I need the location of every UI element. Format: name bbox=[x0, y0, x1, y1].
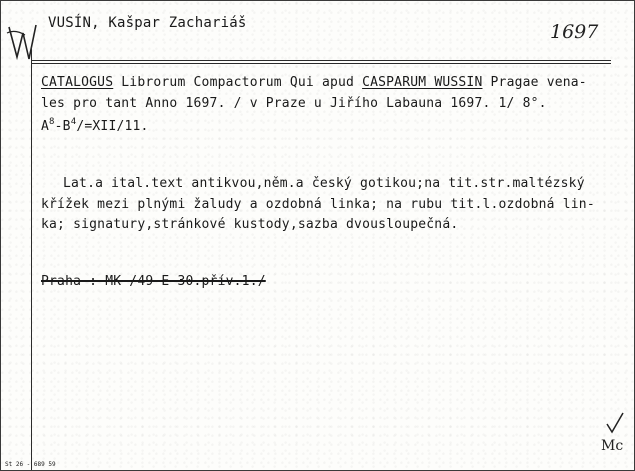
margin-rule bbox=[31, 47, 32, 470]
initials: Mc bbox=[601, 438, 624, 454]
header-rule-top bbox=[31, 60, 611, 61]
collation-a: A bbox=[41, 119, 50, 134]
handwritten-year: 1697 bbox=[550, 21, 599, 43]
entry-line-2: les pro tant Anno 1697. / v Praze u Jiřího Labauna 1697. 1/ 8°. bbox=[41, 96, 547, 111]
entry-collation bbox=[41, 117, 149, 134]
entry-line-1-mid: Librorum Compactorum Qui apud bbox=[113, 75, 363, 90]
location-struck: Praha : MK /49 E 30.přív.1./ bbox=[41, 274, 266, 289]
handwritten-mark-icon bbox=[5, 19, 39, 63]
print-code: St 26 - 689 59 bbox=[5, 461, 56, 468]
card-heading-name: VUSÍN, Kašpar Zachariáš bbox=[48, 15, 247, 31]
description-line-2: křížek mezi plnými žaludy a ozdobná linka; na rubu tit.l.ozdobná lin- bbox=[41, 197, 595, 212]
description-line-3: ka; signatury,stránkové kustody,sazba dvousloupečná. bbox=[41, 217, 459, 232]
description-line-1: Lat.a ital.text antikvou,něm.a český gotikou;na tit.str.maltézský bbox=[63, 176, 585, 191]
collation-tail: /=XII/11. bbox=[76, 119, 149, 134]
header-rule-bottom bbox=[31, 63, 611, 64]
collation-a-sup: 8 bbox=[49, 117, 55, 127]
collation-b-sup: 4 bbox=[70, 117, 77, 127]
entry-line-1 bbox=[41, 75, 587, 90]
entry-line-1-tail: Pragae vena- bbox=[482, 75, 587, 90]
entry-title-word: CATALOGUS bbox=[41, 75, 114, 90]
collation-mid: -B bbox=[54, 119, 71, 134]
checkmark-icon bbox=[604, 411, 626, 435]
entry-publisher: CASPARUM WUSSIN bbox=[362, 75, 483, 90]
